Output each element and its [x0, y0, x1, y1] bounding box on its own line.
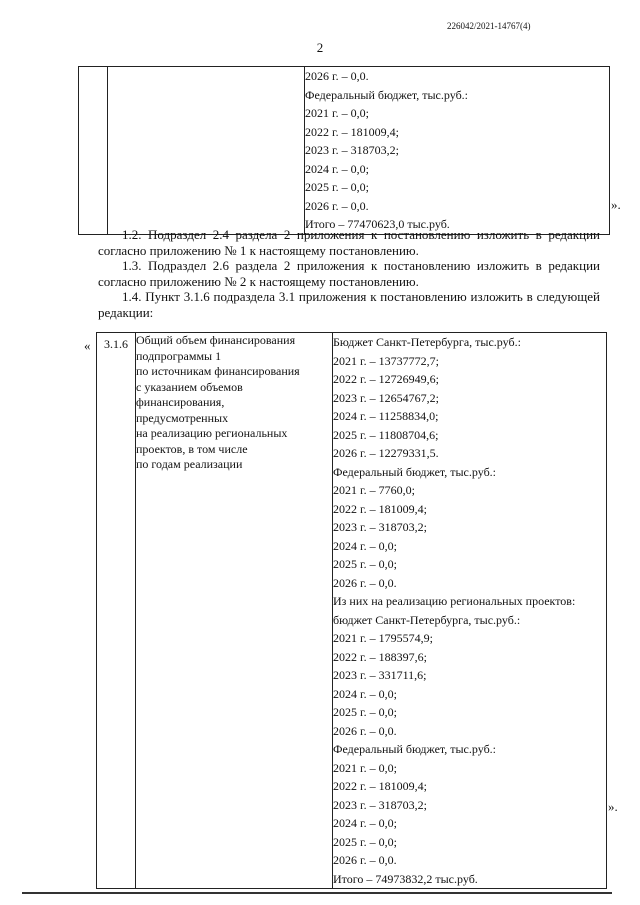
value-line: 2025 г. – 0,0;: [333, 705, 397, 719]
page-number: 2: [316, 40, 324, 55]
value-line: 2021 г. – 13737772,7;: [333, 353, 439, 368]
value-line: Из них на реализацию региональных проектов:: [333, 594, 576, 608]
description-line: проектов, в том числе: [136, 441, 248, 456]
paragraph-line: редакции:: [98, 304, 154, 320]
description-line: по источникам финансирования: [136, 364, 300, 378]
value-line: 2024 г. – 0,0;: [333, 686, 397, 701]
description-line: на реализацию региональных: [136, 426, 288, 440]
paragraph-line: 1.4. Пункт 3.1.6 подраздела 3.1 приложения к постановлению изложить в следующей: [122, 289, 600, 304]
value-line: 2025 г. – 11808704,6;: [333, 427, 439, 442]
value-line: 2024 г. – 0,0;: [305, 161, 369, 176]
value-line: 2023 г. – 318703,2;: [305, 143, 399, 157]
paragraph-line: 1.3. Подраздел 2.6 раздела 2 приложения к постановлению изложить в редакции: [122, 258, 600, 273]
value-line: Федеральный бюджет, тыс.руб.:: [305, 87, 469, 102]
closing-quote: ».: [611, 197, 621, 212]
value-line: 2022 г. – 181009,4;: [333, 779, 427, 793]
value-line: 2022 г. – 181009,4;: [333, 501, 427, 516]
value-line: 2026 г. – 0,0.: [333, 575, 397, 590]
value-line: 2024 г. – 11258834,0;: [333, 409, 439, 423]
value-line: 2022 г. – 12726949,6;: [333, 372, 439, 386]
closing-quote: ».: [608, 799, 618, 814]
value-line: бюджет Санкт-Петербурга, тыс.руб.:: [333, 612, 521, 627]
description-line: подпрограммы 1: [136, 348, 222, 363]
table-cell-number: [79, 67, 108, 235]
value-line: 2021 г. – 7760,0;: [333, 483, 415, 497]
value-line: Федеральный бюджет, тыс.руб.:: [333, 742, 497, 756]
value-line: 2026 г. – 0,0.: [305, 69, 369, 83]
value-line: 2023 г. – 318703,2;: [333, 797, 427, 812]
table-cell-values: [333, 333, 607, 889]
description-line: предусмотренных: [136, 410, 229, 425]
value-line: 2022 г. – 188397,6;: [333, 649, 427, 664]
table-cell-description: [108, 67, 305, 235]
value-line: 2026 г. – 0,0.: [305, 198, 369, 213]
description-line: с указанием объемов: [136, 379, 243, 394]
paragraph-line: 1.2. Подраздел 2.4 раздела 2 приложения к постановлению изложить в редакции: [122, 227, 600, 242]
amendment-paragraphs: [98, 227, 600, 320]
value-line: 2024 г. – 0,0;: [333, 816, 397, 830]
value-line: 2023 г. – 12654767,2;: [333, 390, 439, 405]
value-line: 2024 г. – 0,0;: [333, 538, 397, 553]
value-line: 2026 г. – 12279331,5.: [333, 446, 439, 460]
paragraph: [98, 258, 600, 289]
budget-table-main: [96, 332, 607, 889]
opening-quote: «: [84, 338, 91, 353]
value-line: Итого – 77470623,0 тыс.руб.: [305, 217, 450, 231]
value-line: 2023 г. – 318703,2;: [333, 520, 427, 534]
paragraph-line: согласно приложению № 2 к настоящему постановлению.: [98, 273, 419, 289]
table-cell-number: [97, 333, 136, 889]
paragraph: [98, 227, 600, 258]
footer-divider: [22, 892, 612, 894]
value-line: 2022 г. – 181009,4;: [305, 124, 399, 139]
value-line: 2025 г. – 0,0;: [333, 834, 397, 849]
budget-table-continued: [78, 66, 610, 235]
description-line: по годам реализации: [136, 457, 243, 471]
value-line: 2025 г. – 0,0;: [305, 180, 369, 194]
value-line: 2026 г. – 0,0.: [333, 853, 397, 867]
value-line: 2021 г. – 0,0;: [305, 106, 369, 120]
value-line: 2023 г. – 331711,6;: [333, 668, 427, 682]
value-line: 2021 г. – 0,0;: [333, 760, 397, 775]
value-line: 2026 г. – 0,0.: [333, 723, 397, 738]
description-line: Общий объем финансирования: [136, 333, 296, 347]
document-id: 226042/2021-14767(4): [447, 21, 531, 31]
value-line: Бюджет Санкт-Петербурга, тыс.руб.:: [333, 335, 521, 349]
value-line: Итого – 74973832,2 тыс.руб.: [333, 871, 478, 886]
value-line: 2021 г. – 1795574,9;: [333, 631, 433, 645]
description-line: финансирования,: [136, 395, 225, 409]
paragraph-line: согласно приложению № 1 к настоящему постановлению.: [98, 242, 419, 258]
table-cell-description: [136, 333, 333, 889]
value-line: 2025 г. – 0,0;: [333, 557, 397, 571]
table-cell-values: [305, 67, 610, 235]
paragraph: [98, 289, 600, 320]
value-line: Федеральный бюджет, тыс.руб.:: [333, 464, 497, 479]
item-number: 3.1.6: [104, 337, 128, 351]
